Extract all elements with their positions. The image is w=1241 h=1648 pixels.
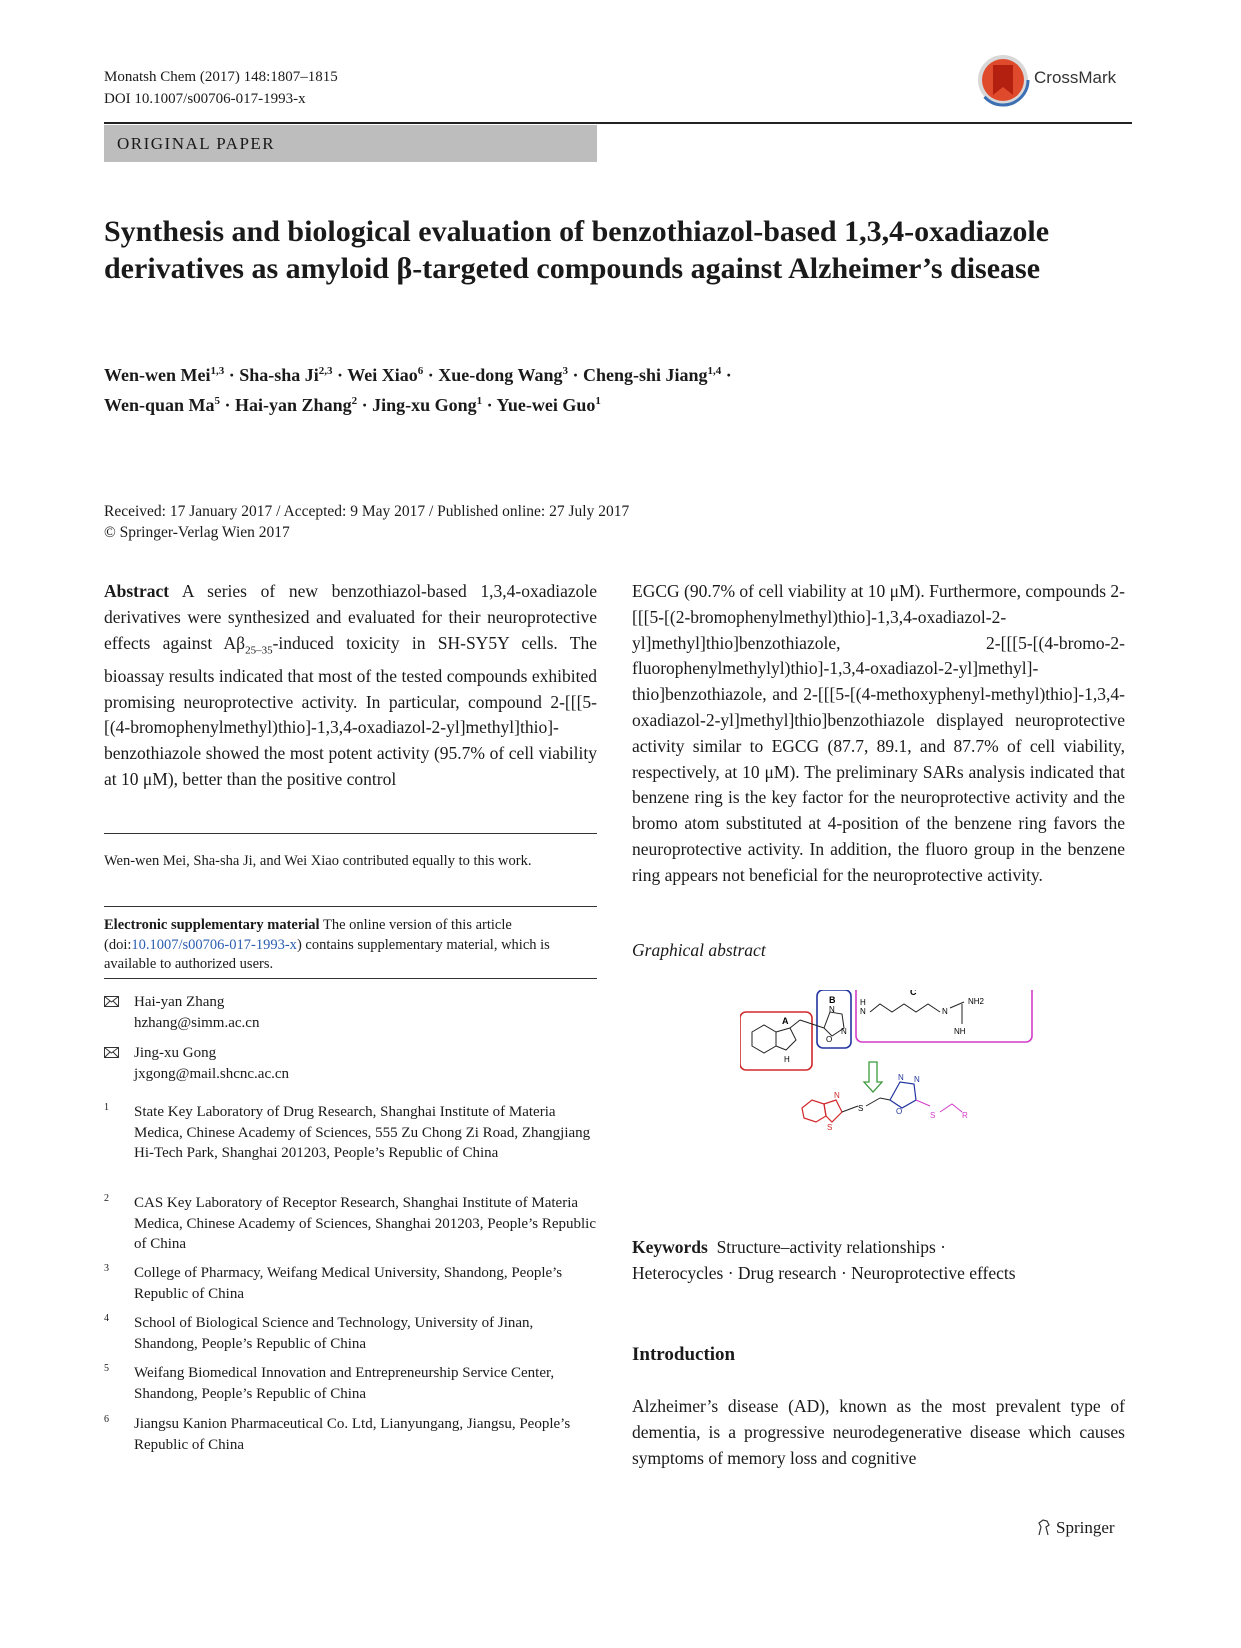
header-rule (104, 122, 1132, 124)
transformation-arrow (864, 1062, 882, 1092)
affiliation-text: State Key Laboratory of Drug Research, Shanghai Institute of Materia Medica, Chinese Academy of Sciences, 555 Zu Chong Zi Road, Zhangjiang Hi-Tech Park, Shanghai 201203, People’s Republic of China (134, 1104, 591, 1161)
atom-label: H (784, 1055, 790, 1064)
introduction-heading: Introduction (632, 1344, 736, 1365)
esm-doi-link[interactable]: 10.1007/s00706-017-1993-x (131, 936, 297, 953)
equal-contribution-note: Wen-wen Mei, Sha-sha Ji, and Wei Xiao contributed equally to this work. (104, 853, 532, 869)
atom-label: N (834, 1091, 840, 1100)
crossmark-badge[interactable] (976, 50, 1136, 110)
affiliation-number: 1 (104, 1102, 109, 1113)
footnote-rule-3 (104, 978, 597, 979)
keyword: Neuroprotective effects (851, 1263, 1016, 1283)
affiliation-text: CAS Key Laboratory of Receptor Research, Shanghai Institute of Materia Medica, Chinese Academy of Sciences, Shanghai 201203, People’s Republic of China (134, 1195, 596, 1252)
section-label: ORIGINAL PAPER (104, 125, 597, 162)
atom-label: NH (954, 1027, 966, 1036)
contact-email[interactable]: hzhang@simm.ac.cn (134, 1015, 260, 1031)
author-affiliation-marker: 2,3 (318, 365, 333, 377)
contact-item (104, 992, 597, 1034)
author-affiliation-marker: 1,4 (707, 365, 722, 377)
author-name: Jing-xu Gong (372, 395, 477, 415)
author-name: Yue-wei Guo (496, 395, 596, 415)
crossmark-icon (976, 53, 1030, 107)
atom-label: N (942, 1007, 948, 1016)
author-name: Wen-quan Ma (104, 395, 215, 415)
atom-label: H (860, 998, 866, 1007)
author-affiliation-marker: 1 (595, 395, 601, 407)
esm-text-b: ) contains supplementary material, which is available to authorized users. (104, 936, 550, 972)
author-affiliation-marker: 1 (476, 395, 483, 407)
atom-label: O (826, 1035, 833, 1044)
author-name: Sha-sha Ji (239, 365, 319, 385)
abstract-text-a: A series of new benzothiazol-based 1,3,4-oxadiazole derivatives were synthesized and evaluated for their neuroprotective effects against Aβ (104, 581, 597, 653)
atom-label: N (841, 1027, 847, 1036)
author-affiliation-marker: 1,3 (210, 365, 225, 377)
esm-heading: Electronic supplementary material (104, 917, 320, 933)
atom-label: R (962, 1111, 968, 1120)
atom-label: S (827, 1123, 833, 1132)
affiliation-item (104, 1363, 597, 1404)
atom-label: S (930, 1111, 936, 1120)
affiliation-number: 5 (104, 1363, 109, 1374)
crossmark-label: CrossMark (1034, 68, 1117, 87)
esm-note (104, 916, 597, 975)
esm-text-a: The online version of this article (doi: (104, 917, 512, 953)
abstract-heading: Abstract (104, 581, 170, 601)
footnote-rule-2 (104, 906, 597, 907)
copyright-line: © Springer-Verlag Wien 2017 (104, 524, 290, 541)
atom-label: N (898, 1073, 904, 1082)
keywords: Keywords Structure–activity relationships · Heterocycles · Drug research · Neuroprotective effects (632, 1237, 1016, 1283)
publication-dates (104, 501, 629, 543)
atom-label: NH2 (968, 997, 985, 1006)
author-affiliation-marker: 5 (214, 395, 221, 407)
affiliation-text: Jiangsu Kanion Pharmaceutical Co. Ltd, Lianyungang, Jiangsu, People’s Republic of China (134, 1416, 571, 1453)
affiliation-number: 6 (104, 1414, 109, 1425)
envelope-icon (104, 996, 119, 1007)
contact-item (104, 1043, 597, 1085)
keyword: Structure–activity relationships (716, 1237, 936, 1257)
publisher-logo (1036, 1518, 1115, 1538)
keyword: Heterocycles (632, 1263, 724, 1283)
author-affiliation-marker: 3 (562, 365, 568, 377)
atom-label: S (858, 1104, 864, 1113)
footnote-rule (104, 833, 597, 834)
box-c (856, 990, 1032, 1042)
abstract-part-2: EGCG (90.7% of cell viability at 10 μM). Furthermore, compounds 2-[[[5-[(2-bromophenylmethyl)thio]-1,3,4-oxadiazol-2-yl]methyl]thio]benzothiazole, 2-[[[5-[(4-bromo-2-fluorophenylmethylyl)thio]-1,3,4-oxadiazol-2-yl]methyl]-thio]benzothiazole, and 2-[[[5-[(4-methoxyphenyl-methyl)thio]-1,3,4-oxadiazol-2-yl]methyl]thio]benzothiazole displayed neuroprotective activity similar to EGCG (87.7, 89.1, and 87.7% of cell viability, respectively, at 10 μM). The preliminary SARs analysis indicated that benzene ring is the key factor for the neuroprotective activity and the bromo atom substituted at 4-position of the benzene ring favors the neuroprotective activity. In addition, the fluoro group in the benzene ring appears not beneficial for the neuroprotective activity. (632, 581, 1125, 885)
keywords-heading: Keywords (632, 1237, 708, 1257)
abstract-text-b: -induced toxicity in SH-SY5Y cells. The bioassay results indicated that most of the tested compounds exhibited promising neuroprotective activity. In particular, compound 2-[[[5-[(4-bromophenylmethyl)thio]-1,3,4-oxadiazol-2-yl]methyl]thio]-benzothiazole showed the most potent activity (95.7% of cell viability at 10 μM), better than the positive control (104, 632, 597, 790)
envelope-icon (104, 1047, 119, 1058)
author-name: Cheng-shi Jiang (582, 365, 708, 385)
box-label-b: B (829, 995, 836, 1005)
graphical-abstract-label: Graphical abstract (632, 940, 766, 960)
atom-label: N (914, 1075, 920, 1084)
introduction-text: Alzheimer’s disease (AD), known as the most prevalent type of dementia, is a progressive neurodegenerative disease which causes symptoms of memory loss and cognitive (632, 1396, 1125, 1468)
affiliation-text: College of Pharmacy, Weifang Medical University, Shandong, People’s Republic of China (134, 1265, 563, 1302)
author-name: Wei Xiao (347, 365, 418, 385)
graphical-abstract-figure (740, 990, 1040, 1180)
abstract-subscript: 25–35 (245, 644, 273, 657)
atom-label: N (860, 1007, 866, 1016)
springer-horse-icon (1036, 1518, 1052, 1536)
contact-name: Hai-yan Zhang (134, 994, 225, 1010)
contact-name: Jing-xu Gong (134, 1045, 217, 1061)
contact-email[interactable]: jxgong@mail.shcnc.ac.cn (134, 1066, 290, 1082)
author-affiliation-marker: 6 (417, 365, 424, 377)
atom-label: N (829, 1005, 835, 1014)
doi-line: DOI 10.1007/s00706-017-1993-x (104, 91, 306, 107)
affiliation-number: 2 (104, 1193, 109, 1204)
affiliation-item (104, 1263, 597, 1304)
dates-line: Received: 17 January 2017 / Accepted: 9 May 2017 / Published online: 27 July 2017 (104, 503, 630, 520)
abstract-part-1 (104, 579, 597, 793)
author-affiliation-marker: 2 (351, 395, 358, 407)
publisher-name: Springer (1056, 1518, 1115, 1537)
affiliation-item (104, 1414, 597, 1455)
author-name: Xue-dong Wang (438, 365, 563, 385)
box-label-c: C (910, 990, 917, 997)
journal-line: Monatsh Chem (2017) 148:1807–1815 (104, 69, 338, 85)
affiliation-number: 3 (104, 1263, 109, 1274)
box-label-a: A (782, 1016, 789, 1026)
affiliation-text: Weifang Biomedical Innovation and Entrepreneurship Service Center, Shandong, People’s Republic of China (134, 1365, 555, 1402)
author-name: Wen-wen Mei (104, 365, 211, 385)
affiliation-item (104, 1313, 597, 1354)
paper-title: Synthesis and biological evaluation of benzothiazol-based 1,3,4-oxadiazole derivatives as amyloid β-targeted compounds against Alzheimer’s disease (104, 215, 1050, 285)
affiliation-item (104, 1193, 597, 1255)
author-list: Wen-wen Mei$^{1,3}$ · Sha-sha Ji$^{2,3}$ · Wei Xiao$^6$ · Xue-dong Wang$^3$ · Cheng-shi Jiang$^{1,4}$ · Wen-quan $Ma^5 \cdot Hai-yan$ Zhang$^2$ · Jing-xu Gong$^1$ · Yue-wei Guo$^1$ (104, 365, 732, 415)
atom-label: O (896, 1107, 903, 1116)
affiliation-item (104, 1102, 597, 1164)
journal-citation (104, 66, 338, 110)
affiliation-number: 4 (104, 1313, 109, 1324)
author-name: Hai-yan Zhang (235, 395, 352, 415)
keyword: Drug research (737, 1263, 837, 1283)
affiliation-text: School of Biological Science and Technology, University of Jinan, Shandong, People’s Republic of China (134, 1315, 534, 1352)
